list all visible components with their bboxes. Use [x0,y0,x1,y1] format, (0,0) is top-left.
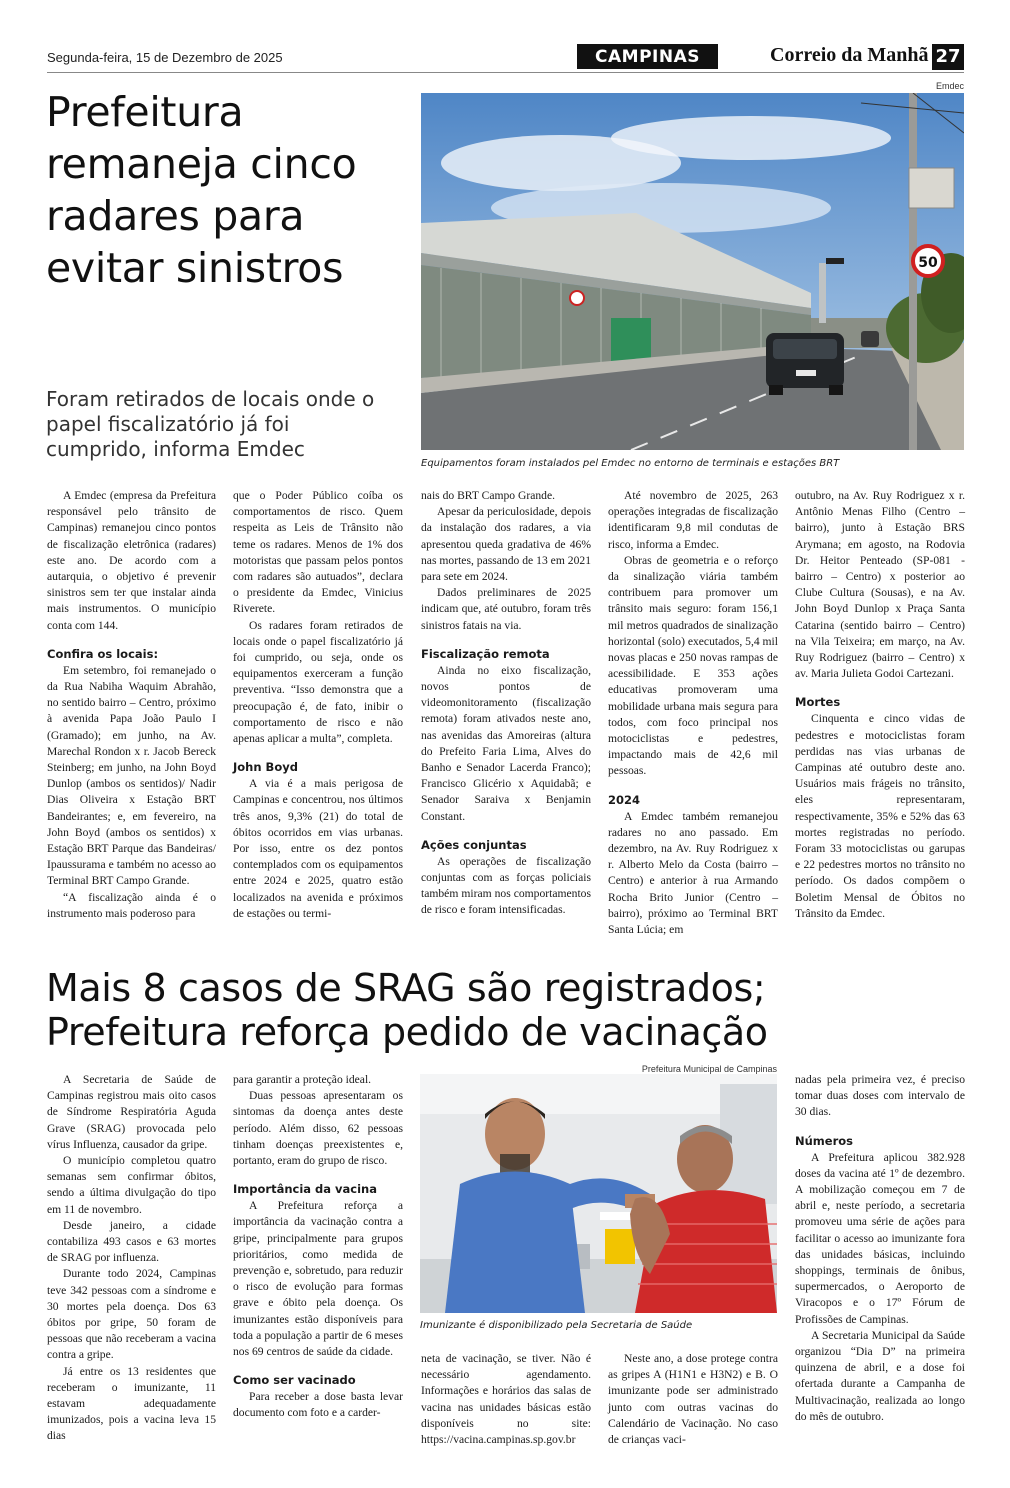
subhead: Importância da vacina [233,1182,377,1197]
article1-headline: Prefeitura remaneja cinco radares para evitar sinistros [46,88,357,292]
paragraph: O município completou quatro semanas sem confirmar óbitos, sendo a última divulgação do tipo em 11 de novembro. [47,1154,216,1216]
article2-photo-caption: Imunizante é disponibilizado pela Secretaria de Saúde [420,1320,693,1331]
newspaper-name: Correio da Manhã [770,44,929,66]
paragraph: Cinquenta e cinco vidas de pedestres e motociclistas foram perdidas nas vias urbanas de Campinas até outubro deste ano. Usuários mais frágeis no trânsito, eles representaram, respectivamente, 35% e 52% das 63 mortes registradas no período. Foram 33 motociclistas ou garupas e 22 pedestres mortos no trânsito no período. Os dados compõem o Boletim Mensal de Óbitos no Trânsito da Emdec. [795,712,965,920]
article1-column-1 [47,488,216,922]
article2-column-4 [608,1351,778,1448]
subhead: Números [795,1133,854,1148]
article2-photo [420,1074,777,1313]
paragraph: “A fiscalização ainda é o instrumento mais poderoso para [47,890,216,920]
paragraph: nais do BRT Campo Grande. [421,489,556,502]
paragraph: outubro, na Av. Ruy Rodriguez x r. Antônio Menas Filho (Centro – bairro), junto à Estação BRS Arymana; em agosto, na Rodovia Dr. Heitor Penteado (SP-081 - bairro – Centro) x posterior ao Clube Cultura (Sousas), e na Av. John Boyd Dunlop x Praça Santa Catarina (sentido bairro – Centro) na Vila Teixeira; em março, na Av. Ruy Rodriguez (bairro – Centro) x av. Maria Julieta Godoi Cartezani. [795,489,965,681]
paragraph: A Emdec também remanejou radares no ano passado. Em dezembro, na Av. Ruy Rodriguez x r. Alberto Melo da Costa (bairro – Centro) e anterior à rua Armando Rocha Brito Junior (Centro – bairro), próximo ao Terminal BRT Santa Lúcia; em [608,809,778,937]
article2-column-3 [421,1351,591,1448]
paragraph: Em setembro, foi remanejado o da Rua Nabiha Waquim Abrahão, no sentido bairro – Centro, próximo à avenida Papa João Paulo I (Gramado); em junho, na Av. Marechal Rondon x r. Jacob Bereck Steinberg; em junho, na John Boyd Dunlop (ambos os sentidos)/ Nadir Dias Oliveira x Estação BRT Bandeirantes; e, em fevereiro, na John Boyd (ambos os sentidos) x Estação BRT Parque das Bandeiras/ Ipaussurama e também no acesso ao Terminal BRT Campo Grande. [47,663,216,888]
section-label: CAMPINAS [577,44,718,69]
header-rule [47,72,964,73]
paragraph: A Secretaria de Saúde de Campinas registrou mais oito casos de Síndrome Respiratória Aguda Grave (SRAG) provocada pelo vírus Influenza, causador da gripe. [47,1073,216,1151]
issue-date: Segunda-feira, 15 de Dezembro de 2025 [47,50,283,65]
paragraph: As operações de fiscalização conjuntas com as forças policiais também miram nos comportamentos de risco e foram intensificadas. [421,854,591,917]
subhead: Como ser vacinado [233,1373,356,1388]
subhead: John Boyd [233,760,298,775]
paragraph: A Emdec (empresa da Prefeitura responsável pelo trânsito de Campinas) remanejou cinco pontos de fiscalização eletrônica (radares) este ano. De acordo com a autarquia, o objetivo é prevenir sinistros sem ter que instalar ainda mais instrumentos. O município conta com 144. [47,489,216,632]
speed-sign-text: 50 [918,255,938,271]
subhead: Confira os locais: [47,646,159,661]
paragraph: Apesar da periculosidade, depois da instalação dos radares, a via apresentou queda gradativa de 46% nas mortes, passando de 13 em 2021 para sete em 2024. [421,505,591,584]
paragraph: nadas pela primeira vez, é preciso tomar duas doses com intervalo de 30 dias. [795,1073,965,1119]
subhead: Ações conjuntas [421,837,527,852]
paragraph: Para receber a dose basta levar documento com foto e a carder- [233,1390,403,1420]
paragraph: Neste ano, a dose protege contra as gripes A (H1N1 e H3N2) e B. O imunizante pode ser administrado junto com outras vacinas do Calendário de Vacinação. No caso de crianças vaci- [608,1352,778,1447]
paragraph: A Prefeitura reforça a importância da vacinação contra a gripe, principalmente para grupos prioritários, como medida de prevenção e, sobretudo, para reduzir o risco de evolução para formas grave e óbito pela doença. Os imunizantes estão disponíveis para toda a população a partir de 6 meses nos 69 centros de saúde da cidade. [233,1199,403,1359]
article1-column-2 [233,488,403,922]
paragraph: Os radares foram retirados de locais onde o papel fiscalizatório já foi cumprido, ou seja, onde os equipamentos exerceram a função preventiva. “Isso demonstra que a preocupação é, de fato, inibir o comportamento de risco e não apenas aplicar a multa”, completa. [233,618,403,746]
paragraph: A via é a mais perigosa de Campinas e concentrou, nos últimos três anos, 9,3% (21) do total de óbitos ocorridos em vias urbanas. Por isso, entre os dez pontos contemplados com os equipamentos entre 2024 e 2025, quatro estão localizados na avenida e próximos de estações ou termi- [233,777,403,920]
paragraph: neta de vacinação, se tiver. Não é necessário agendamento. Informações e horários das salas de vacina nas unidades básicas estão disponíveis no site: https://vacina.campinas.sp.gov.br [421,1352,591,1447]
subhead: Fiscalização remota [421,646,550,661]
article2-photo-credit: Prefeitura Municipal de Campinas [641,1064,777,1074]
paragraph: A Secretaria Municipal da Saúde organizou “Dia D” na primeira quinzena de abril, e a dose foi ofertada durante a Campanha de Multivacinação, realizada ao longo do mês de outubro. [795,1328,965,1423]
subhead: 2024 [608,792,641,807]
paragraph: A Prefeitura aplicou 382.928 doses da vacina até 1º de dezembro. A mobilização começou em 7 de abril e, neste período, a secretaria promoveu uma série de ações para facilitar o acesso ao imunizante fora das unidades básicas, incluindo shoppings, terminais de ônibus, supermercados, o Aeroporto de Viracopos e o 17º Fórum de Profissões de Campinas. [795,1150,965,1326]
paragraph: Já entre os 13 residentes que receberam o imunizante, 11 estavam adequadamente imunizados, pois a vacina leva 15 dias [47,1364,216,1443]
article2-headline-line1: Mais 8 casos de SRAG são registrados; [46,966,766,1010]
paragraph: para garantir a proteção ideal. [233,1073,372,1086]
article1-column-5 [795,488,965,922]
paragraph: Desde janeiro, a cidade contabiliza 493 casos e 63 mortes de SRAG por influenza. [47,1218,216,1265]
article2-headline-line2: Prefeitura reforça pedido de vacinação [46,1010,768,1054]
paragraph: Durante todo 2024, Campinas teve 342 pessoas com a síndrome e 30 mortes pela doença. Dos 63 óbitos por gripe, 50 foram de pessoas que não receberam a vacina contra a gripe. [47,1267,216,1362]
article2-column-5 [795,1072,965,1425]
article1-photo-caption: Equipamentos foram instalados pel Emdec no entorno de terminais e estações BRT [421,458,840,469]
article2-headline [46,966,964,1054]
paragraph: Duas pessoas apresentaram os sintomas da doença antes deste período. Além disso, 62 pessoas tinham doenças preexistentes e, portanto, eram do grupo de risco. [233,1089,403,1168]
article1-photo [421,93,964,450]
page-number: 27 [932,44,964,70]
article1-column-4 [608,488,778,938]
paragraph: Ainda no eixo fiscalização, novos pontos de videomonitoramento (fiscalização remota) foram ativados neste ano, nas avenidas das Amoreiras (altura do Prefeito Faria Lima, Alves do Banho e Senador Lacerda Franco); Francisco Glicério x Aquidabã; e Senador Saraiva x Benjamin Constant. [421,663,591,823]
article2-column-1 [47,1072,216,1445]
paragraph: Obras de geometria e o reforço da sinalização viária também contribuem para promover um trânsito mais seguro: foram 156,1 mil metros quadrados de sinalização horizontal (solo) executados, 5,4 mil novas placas e 250 novas rampas de acessibilidade. E 353 ações educativas promoveram uma mobilidade urbana mais segura para todos, com foco principal nos motociclistas e pedestres, impactando mais de 42,6 mil pessoas. [608,553,779,778]
paragraph: Até novembro de 2025, 263 operações integradas de fiscalização identificaram 9,8 mil condutas de risco, informa a Emdec. [608,489,778,551]
article1-column-3 [421,488,591,919]
article1-subheadline: Foram retirados de locais onde o papel fiscalizatório já foi cumprido, informa Emdec [46,387,375,461]
paragraph: Dados preliminares de 2025 indicam que, até outubro, foram três sinistros fatais na via. [421,586,591,632]
article1-photo-credit: Emdec [935,81,964,91]
paragraph: que o Poder Público coíba os comportamentos de risco. Quem respeita as Leis de Trânsito não teme os radares. Menos de 1% dos motoristas que passam pelos pontos com radares são autuados”, declara o presidente da Emdec, Vinicius Riverete. [233,489,403,616]
subhead: Mortes [795,695,841,710]
article2-column-2 [233,1072,403,1422]
